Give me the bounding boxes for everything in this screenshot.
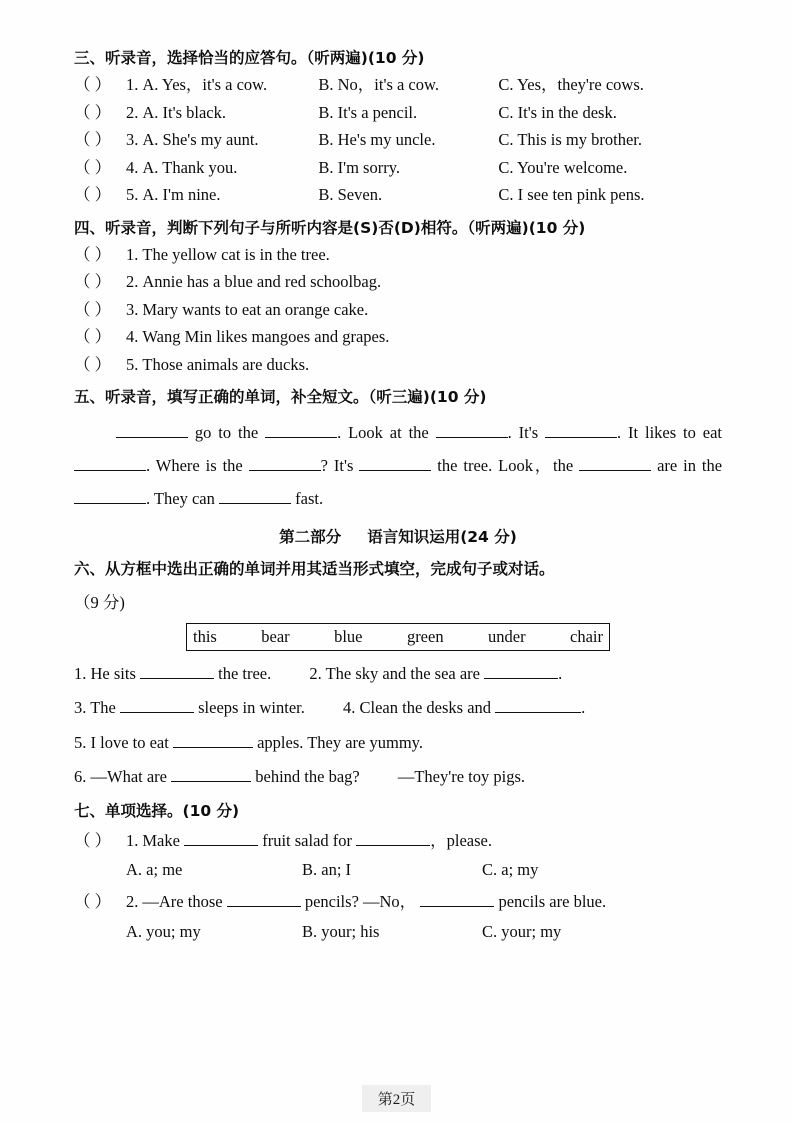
option-b[interactable]: B. an; I [302, 860, 352, 880]
answer-bracket[interactable]: （ ） [74, 354, 112, 374]
part-title-right: 语言知识运用(24 分) [367, 528, 517, 547]
blank-3[interactable] [436, 422, 508, 438]
item-number: 3. [74, 698, 87, 718]
blank-5[interactable] [74, 455, 146, 471]
item-text-after: the tree. [218, 663, 272, 683]
item-number: 5. [74, 732, 87, 752]
item-text-after: sleeps in winter. [198, 698, 305, 718]
section-7-heading: 七、单项选择。(10 分) [74, 801, 240, 820]
word-bank-item[interactable]: green [406, 626, 444, 646]
answer-blank[interactable] [484, 663, 558, 679]
stem-after: pencils are blue. [498, 892, 607, 912]
fill-row [74, 766, 722, 786]
blank-7[interactable] [359, 455, 431, 471]
answer-blank[interactable] [184, 830, 258, 846]
question-row [74, 274, 722, 291]
option-b[interactable]: B. He's my uncle. [318, 130, 436, 150]
fill-item-3 [74, 697, 305, 717]
answer-blank[interactable] [420, 891, 494, 907]
stem-before: Make [142, 830, 180, 850]
question-number: 2. [126, 272, 139, 292]
item-text-before: I love to eat [90, 732, 169, 752]
question-row [74, 157, 722, 177]
option-c[interactable]: C. Yes，they're cows. [498, 75, 644, 95]
answer-blank[interactable] [140, 663, 214, 679]
item-text-after: apples. They are yummy. [257, 732, 423, 752]
fill-item-6-tail: —They're toy pigs. [397, 767, 526, 787]
question-row [74, 830, 722, 850]
option-c[interactable]: C. You're welcome. [498, 157, 628, 177]
answer-bracket[interactable]: （ ） [74, 299, 112, 319]
option-b[interactable]: B. Seven. [318, 185, 383, 205]
option-a[interactable]: A. She's my aunt. [142, 130, 259, 150]
word-bank-item[interactable]: under [488, 626, 526, 646]
item-text-after: . [581, 698, 586, 718]
stem-mid: pencils? —No， [304, 892, 417, 912]
question-number: 5. [126, 185, 139, 205]
page-number: 第2页 [362, 1085, 432, 1112]
word-bank-item[interactable]: blue [334, 626, 363, 646]
option-c[interactable]: C. This is my brother. [498, 130, 642, 150]
question-number: 1. [126, 75, 139, 95]
cloze-text-4: . It likes to eat [617, 423, 723, 443]
word-bank-item[interactable]: this [193, 626, 217, 646]
fill-row [74, 732, 722, 752]
question-row [74, 891, 722, 911]
question-number: 1. [126, 244, 139, 264]
option-a[interactable]: A. Thank you. [142, 157, 238, 177]
answer-blank[interactable] [495, 697, 581, 713]
statement-text: Those animals are ducks. [142, 354, 310, 374]
answer-blank[interactable] [227, 891, 301, 907]
blank-6[interactable] [249, 455, 321, 471]
answer-bracket[interactable]: （ ） [74, 830, 112, 850]
statement-text: Mary wants to eat an orange cake. [142, 299, 369, 319]
fill-item-6 [74, 766, 360, 786]
question-row [74, 132, 722, 149]
question-row [74, 244, 722, 264]
word-bank-item[interactable]: chair [570, 626, 603, 646]
option-c[interactable]: C. It's in the desk. [498, 102, 617, 122]
statement-text: Annie has a blue and red schoolbag. [142, 272, 382, 292]
option-a[interactable]: A. I'm nine. [142, 185, 221, 205]
cloze-text-5: . Where is the [146, 456, 243, 476]
item-number: 1. [74, 663, 87, 683]
option-group [142, 77, 722, 94]
option-c[interactable]: C. your; my [482, 921, 562, 941]
section-6-heading: 六、从方框中选出正确的单词并用其适当形式填空，完成句子或对话。 [74, 560, 555, 579]
question-stem [142, 891, 722, 911]
item-number: 2. [309, 663, 322, 683]
item-text-before: The sky and the sea are [325, 663, 480, 683]
question-row [74, 187, 722, 204]
question-row [74, 77, 722, 94]
option-group [142, 102, 722, 122]
item-text-before: Clean the desks and [359, 698, 492, 718]
word-bank [186, 623, 610, 651]
answer-bracket[interactable]: （ ） [74, 75, 112, 95]
item-text-before: He sits [90, 663, 136, 683]
statement-text: The yellow cat is in the tree. [142, 244, 330, 264]
option-b[interactable]: B. It's a pencil. [318, 102, 418, 122]
question-number: 4. [126, 327, 139, 347]
cloze-text-9: . They can [146, 489, 215, 509]
statement-text: Wang Min likes mangoes and grapes. [142, 327, 390, 347]
answer-bracket[interactable]: （ ） [74, 102, 112, 122]
answer-bracket[interactable]: （ ） [74, 157, 112, 177]
option-b[interactable]: B. your; his [302, 921, 380, 941]
word-bank-item[interactable]: bear [261, 626, 290, 646]
question-row [74, 102, 722, 122]
blank-1[interactable] [116, 422, 188, 438]
fill-row [74, 697, 722, 717]
fill-item-1 [74, 663, 271, 683]
item-text-before: The [90, 698, 116, 718]
question-number: 2. [126, 102, 139, 122]
answer-bracket[interactable]: （ ） [74, 892, 112, 912]
question-row [74, 354, 722, 374]
question-number: 3. [126, 299, 139, 319]
part-title-left: 第二部分 [279, 528, 342, 547]
option-a[interactable]: A. Yes，it's a cow. [142, 75, 268, 95]
section-5-heading: 五、听录音，填写正确的单词，补全短文。（听三遍)(10 分) [74, 388, 487, 407]
cloze-text-3: . It's [507, 423, 539, 443]
fill-item-5 [74, 732, 423, 752]
item-number: 6. [74, 767, 87, 787]
cloze-text-7: the tree. Look，the [437, 456, 574, 476]
option-c[interactable]: C. a; my [482, 860, 539, 880]
cloze-text-10: fast. [295, 489, 324, 509]
answer-blank[interactable] [120, 697, 194, 713]
option-b[interactable]: B. I'm sorry. [318, 157, 401, 177]
option-a[interactable]: A. a; me [126, 860, 183, 880]
fill-item-4 [343, 697, 585, 717]
option-c[interactable]: C. I see ten pink pens. [498, 185, 645, 205]
item-text-before: —What are [90, 767, 167, 787]
stem-mid: fruit salad for [262, 830, 353, 850]
fill-row [74, 663, 722, 683]
stem-before: —Are those [142, 892, 223, 912]
item-number: 4. [343, 698, 356, 718]
question-number: 3. [126, 130, 139, 150]
cloze-paragraph [74, 416, 722, 515]
option-a[interactable]: A. It's black. [142, 102, 226, 122]
blank-8[interactable] [579, 455, 651, 471]
item-text-after: behind the bag? [255, 767, 360, 787]
section-4-heading: 四、听录音，判断下列句子与所听内容是(S)否(D)相符。（听两遍)(10 分) [74, 218, 586, 237]
cloze-text-2: . Look at the [337, 423, 429, 443]
question-row [74, 329, 722, 346]
option-b[interactable]: B. No，it's a cow. [318, 75, 439, 95]
part-title [74, 525, 722, 547]
question-number: 2. [126, 892, 139, 912]
cloze-text-1: go to the [194, 423, 259, 443]
blank-2[interactable] [265, 422, 337, 438]
option-a[interactable]: A. you; my [126, 921, 201, 941]
answer-bracket[interactable]: （ ） [74, 327, 112, 347]
answer-bracket[interactable]: （ ） [74, 244, 112, 264]
blank-10[interactable] [219, 488, 291, 504]
question-number: 4. [126, 157, 139, 177]
item-text-after: . [558, 663, 563, 683]
section-3-heading: 三、听录音，选择恰当的应答句。（听两遍)(10 分) [74, 49, 425, 67]
question-stem [142, 830, 722, 850]
blank-9[interactable] [74, 488, 146, 504]
answer-blank[interactable] [173, 732, 253, 748]
blank-4[interactable] [545, 422, 617, 438]
answer-bracket[interactable]: （ ） [74, 185, 112, 205]
option-group [142, 187, 722, 204]
answer-bracket[interactable]: （ ） [74, 272, 112, 292]
cloze-text-8: are in the [657, 456, 723, 476]
cloze-text-6: ? It's [320, 456, 354, 476]
answer-blank[interactable] [356, 830, 430, 846]
fill-item-2 [309, 663, 562, 683]
section-6-points: （9 分) [74, 592, 125, 612]
question-row [74, 299, 722, 319]
option-group [142, 157, 722, 177]
page-content [74, 48, 722, 953]
option-group [142, 132, 722, 149]
answer-bracket[interactable]: （ ） [74, 130, 112, 150]
option-group [126, 922, 722, 942]
answer-blank[interactable] [171, 766, 251, 782]
page-footer [0, 1085, 793, 1112]
question-number: 5. [126, 354, 139, 374]
question-number: 1. [126, 830, 139, 850]
stem-after: ，please. [430, 830, 492, 850]
option-group [126, 860, 722, 880]
